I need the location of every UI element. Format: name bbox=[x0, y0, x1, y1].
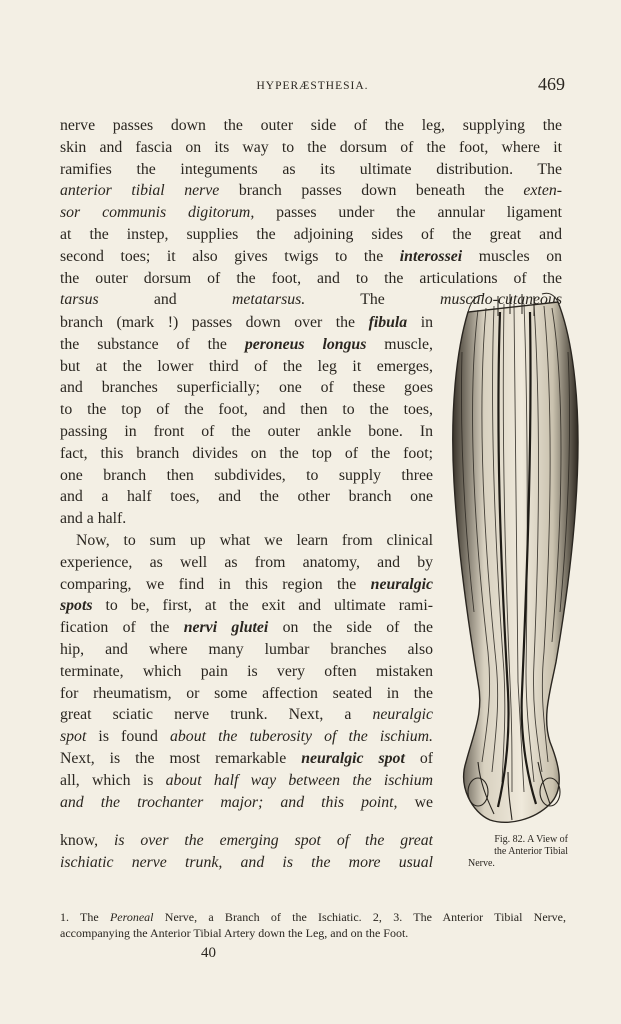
text-run: nerve passes down the outer side of the leg, supplying the bbox=[60, 117, 562, 134]
text-line bbox=[60, 683, 433, 705]
italic-term: sor communis digitorum, bbox=[60, 204, 255, 222]
text-run: and branches superficially; one of these goes bbox=[60, 379, 433, 397]
italic-term: nervi glutei bbox=[183, 619, 269, 637]
text-run: great sciatic nerve trunk. Next, a bbox=[60, 706, 373, 724]
text-line bbox=[60, 574, 433, 596]
text-run: Now, to sum up what we learn from clinical bbox=[76, 531, 433, 549]
italic-term: interossei bbox=[399, 247, 463, 265]
running-title: HYPERÆSTHESIA. bbox=[256, 80, 369, 92]
text-line bbox=[60, 246, 562, 268]
text-run: comparing, we find in this region the bbox=[60, 575, 371, 593]
leg-nerve-illustration bbox=[438, 292, 590, 832]
italic-term: neuralgic bbox=[372, 706, 433, 724]
text-run: branch passes down beneath the bbox=[219, 182, 524, 200]
text-run: we bbox=[397, 793, 433, 811]
text-line bbox=[60, 224, 562, 246]
text-line bbox=[60, 486, 433, 508]
text-line bbox=[60, 159, 562, 181]
text-run: ramifies the integuments as its ultimate distribution. The bbox=[60, 160, 562, 178]
footnote-prefix: 1. The bbox=[60, 910, 110, 924]
text-run: Next, is the most remarkable bbox=[60, 749, 302, 767]
text-run: to be, first, at the exit and ultimate rami- bbox=[92, 597, 433, 615]
text-line bbox=[60, 617, 433, 639]
text-line bbox=[60, 770, 433, 792]
text-run: second toes; it also gives twigs to the bbox=[60, 247, 400, 265]
italic-term: metatarsus. bbox=[231, 291, 306, 309]
text-run: hip, and where many lumbar branches also bbox=[60, 640, 433, 658]
italic-term: about half way between the ischium bbox=[165, 771, 433, 789]
italic-term: neuralgic spot bbox=[301, 749, 405, 767]
text-run: one branch then subdivides, to supply three bbox=[60, 466, 433, 484]
text-run: the outer dorsum of the foot, and to the articulations of the bbox=[60, 269, 562, 287]
text-run: all, which is bbox=[60, 771, 166, 789]
text-line bbox=[60, 202, 562, 224]
text-run: fication of the bbox=[60, 619, 184, 637]
italic-term: peroneus longus bbox=[244, 335, 367, 353]
text-run: is found bbox=[86, 728, 170, 746]
page-header bbox=[60, 76, 565, 96]
text-line bbox=[60, 595, 433, 617]
text-line bbox=[60, 421, 433, 443]
text-run: in bbox=[407, 314, 433, 331]
italic-term: ischiatic nerve trunk, and is the more usual bbox=[60, 853, 433, 871]
page-number: 469 bbox=[538, 74, 565, 94]
text-line bbox=[60, 704, 433, 726]
anatomical-figure bbox=[438, 292, 590, 832]
caption-line-3: Nerve. bbox=[468, 858, 495, 869]
text-line bbox=[60, 465, 433, 487]
text-line bbox=[60, 356, 433, 378]
italic-term: anterior tibial nerve bbox=[60, 182, 220, 200]
text-line bbox=[60, 334, 433, 356]
text-line bbox=[60, 115, 562, 137]
text-line bbox=[60, 661, 433, 683]
italic-term: is over the emerging spot of the great bbox=[113, 832, 433, 849]
italic-term: about the tuberosity of the ischium. bbox=[170, 728, 433, 746]
italic-term: and the trochanter major; and this point, bbox=[60, 793, 398, 811]
text-line bbox=[60, 180, 562, 202]
text-run: branch (mark !) passes down over the bbox=[60, 314, 369, 331]
wrapped-paragraphs bbox=[60, 312, 433, 813]
italic-term: spots bbox=[60, 597, 93, 615]
italic-term: spot bbox=[60, 728, 87, 746]
text-run: of bbox=[404, 749, 433, 767]
text-run: muscle, bbox=[366, 335, 433, 353]
text-line bbox=[60, 530, 433, 552]
text-line bbox=[60, 268, 562, 290]
text-run: to the top of the foot, and then to the toes, bbox=[60, 401, 433, 419]
caption-line-2: the Anterior Tibial bbox=[494, 846, 568, 857]
signature-mark: 40 bbox=[201, 945, 216, 961]
text-line bbox=[60, 639, 433, 661]
text-run: and bbox=[98, 291, 232, 309]
italic-term: neuralgic bbox=[370, 575, 433, 593]
text-run: skin and fascia on its way to the dorsum of the foot, where it bbox=[60, 138, 562, 156]
text-run: muscles on bbox=[462, 247, 562, 265]
text-run: know, bbox=[60, 832, 114, 849]
text-line bbox=[60, 377, 433, 399]
text-run: passes under the annular ligament bbox=[254, 204, 562, 222]
text-run: for rheumatism, or some affection seated in the bbox=[60, 684, 433, 702]
text-line bbox=[60, 852, 433, 874]
text-line bbox=[60, 726, 433, 748]
full-width-paragraph bbox=[60, 115, 562, 311]
text-run: on the side of the bbox=[268, 619, 433, 637]
text-run: terminate, which pain is very often mistaken bbox=[60, 662, 433, 680]
caption-line-1: Fig. 82. A View of bbox=[494, 834, 568, 845]
footnote-line-1 bbox=[60, 909, 566, 925]
text-run: at the instep, supplies the adjoining sides of the great and bbox=[60, 225, 562, 243]
text-run: and a half. bbox=[60, 510, 127, 528]
text-run: the substance of the bbox=[60, 335, 245, 353]
footnote-line-2: accompanying the Anterior Tibial Artery down the Leg, and on the Foot. bbox=[60, 926, 409, 940]
text-run: The bbox=[305, 291, 441, 309]
figure-caption bbox=[468, 834, 568, 870]
text-run: but at the lower third of the leg it emerges, bbox=[60, 357, 433, 375]
text-line bbox=[60, 399, 433, 421]
footnote-italic: Peroneal bbox=[109, 910, 154, 924]
final-lines bbox=[60, 830, 433, 874]
italic-term: fibula bbox=[368, 314, 408, 331]
text-line bbox=[60, 748, 433, 770]
footnote bbox=[60, 909, 566, 941]
text-run: passing in front of the outer ankle bone. In bbox=[60, 422, 433, 440]
text-line bbox=[60, 552, 433, 574]
footnote-rest: Nerve, a Branch of the Ischiatic. 2, 3. The Anterior Tibial Nerve, bbox=[153, 910, 566, 924]
italic-term: musculo-cutaneous bbox=[440, 291, 562, 309]
text-line bbox=[60, 312, 433, 334]
text-line bbox=[60, 443, 433, 465]
text-line bbox=[60, 137, 562, 159]
text-run: and a half toes, and the other branch one bbox=[60, 488, 433, 506]
italic-term: exten- bbox=[523, 182, 562, 200]
text-line bbox=[60, 830, 433, 852]
text-run: experience, as well as from anatomy, and by bbox=[60, 553, 433, 571]
italic-term: tarsus bbox=[60, 291, 99, 309]
text-run: fact, this branch divides on the top of the foot; bbox=[60, 444, 433, 462]
text-line bbox=[60, 508, 433, 530]
text-line bbox=[60, 792, 433, 814]
